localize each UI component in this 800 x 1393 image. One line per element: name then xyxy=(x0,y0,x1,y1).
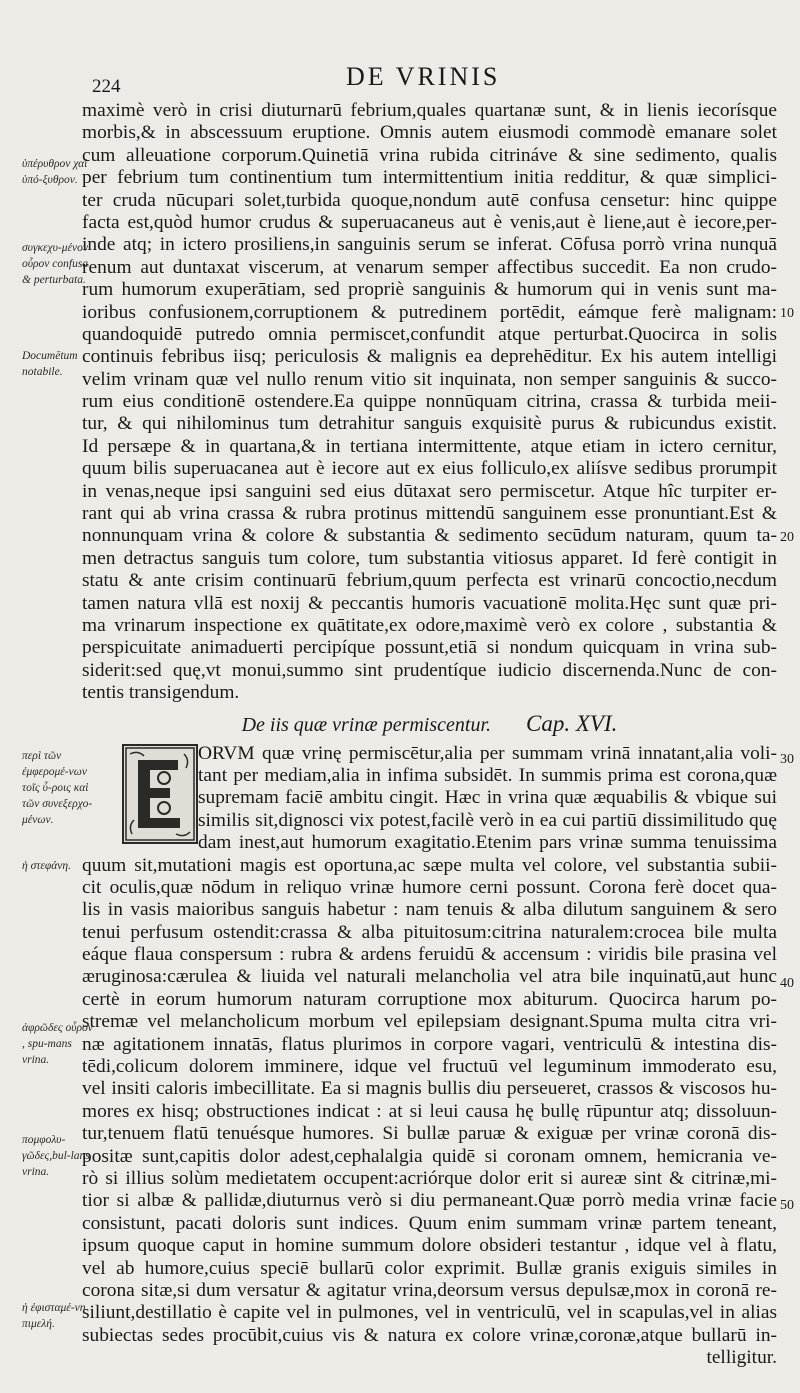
text-line: ORVM quæ vrinę permiscētur,alia per summam vrinā innatant,alia voli- xyxy=(198,742,777,764)
text-line: nonnunquam vrina & colore & substantia & sedimento secūdum naturam, quum ta- xyxy=(82,525,777,547)
text-line: renum aut duntaxat viscerum, at venarum semper affectibus succedit. Ea non crudo- xyxy=(82,256,777,278)
text-line: subiectas sedes procūbit,cuius vis & natura ex colore vrinæ,coronæ,atque bullarū in- xyxy=(82,1324,777,1346)
text-line: ter cruda nūcupari solet,turbida quoque,nondum autē confusa censetur: hinc quippe xyxy=(82,189,777,211)
text-line: maximè verò in crisi diuturnarū febrium,quales quartanæ sunt, & in lienis iecorísque xyxy=(82,100,777,121)
text-line: statu & ante crisim continuarū febrium,quum perfecta est vrinarū concoctio,necdum xyxy=(82,570,777,592)
text-line: tamen natura vllā est noxij & peccantis humoris vacuationē molita.Hęc sunt quæ pri- xyxy=(82,592,777,614)
text-line: quandoquidē putredo omnia permiscet,confundit atque perturbat.Quocirca in solis xyxy=(82,323,777,345)
text-line: continuis febribus iisq; periculosis & malignis ea deprehēditur. Ex his autem intelligi xyxy=(82,346,777,368)
text-line: Id persæpe & in quartana,& in tertiana intermittente, atque etiam in ictero cernitur, xyxy=(82,435,777,457)
text-line: ma vrinarum inspectione ex quātitate,ex odore,maximè verò ex colore , substantia & xyxy=(82,614,777,636)
marginal-gloss: Documētum notabile. xyxy=(22,350,78,378)
text-line: consistunt, pacati doloris sunt indices. Quum enim summam vrinæ partem teneant, xyxy=(82,1212,777,1234)
text-line: cum alleuatione corporum.Quinetiā vrina rubida citrináve & sine sedimento, qualis xyxy=(82,144,777,166)
text-line: facta est,quòd humor crudus & superuacaneus aut è venis,aut è liene,aut è iecore,per- xyxy=(82,211,777,233)
line-number: 10 xyxy=(780,306,794,321)
line-number: 50 xyxy=(780,1198,794,1213)
text-line: lis in vasis maioribus sanguis habetur : nam tenuis & alba dilutum sanguinem & sero xyxy=(82,899,777,921)
text-line: rum eius conditionē ostendere.Ea quippe nonnūquam citrina, crassa & turbida meii- xyxy=(82,391,777,413)
text-line: dam inest,aut humorum exagitatio.Etenim pars vrinæ summa tenuissima xyxy=(198,832,777,854)
text-line: vel insiti caloris imbecillitate. Ea si magnis bullis diu perseueret, crassos & viscosos hu- xyxy=(82,1078,777,1100)
text-line: cit oculis,quæ nōdum in reliquo vrinæ humore cerni possunt. Corona ferè docet qua- xyxy=(82,876,777,898)
line-number: 20 xyxy=(780,530,794,545)
text-line: tur,tenuem flatū tenuésque humores. Si bullæ paruæ & exiguæ per vrinæ coronā dis- xyxy=(82,1123,777,1145)
text-line: velim vrinam quæ vel nullo renum vitio sit inquinata, non semper sanguinis & succo- xyxy=(82,368,777,390)
text-line: tenui perfusum ostendit:crassa & alba pituitosum:citrina naturalem:crocea bile multa xyxy=(82,921,777,943)
text-line: supremam faciē ambitu cingit. Hæc in vrina quæ æquabilis & vbique sui xyxy=(198,787,777,809)
text-line: stremæ vel melancholicum morbum vel epilepsiam designant.Spuma multa citra vri- xyxy=(82,1011,777,1033)
text-line: telligitur. xyxy=(706,1347,777,1369)
line-number: 30 xyxy=(780,752,794,767)
line-number: 40 xyxy=(780,976,794,991)
text-line: morbis,& in abscessuum eruptione. Omnis autem eiusmodi commodè emanare solet xyxy=(82,122,777,144)
text-line: in venas,neque ipsi sanguini sed eius dūtaxat sero permiscetur. Atque hîc turpiter er- xyxy=(82,480,777,502)
text-line: ioribus confusionem,corruptionem & putredinem portēdit, eámque ferè malignam: xyxy=(82,301,777,323)
text-line: quum bilis superuacanea aut è iecore aut ex eius folliculo,ex aliísve sedibus prorumpit xyxy=(82,458,777,480)
page-number: 224 xyxy=(92,76,121,97)
text-line: perspicuitate animaduerti percipíque possunt,etiā si nondum quicquam in vrina sub- xyxy=(82,637,777,659)
text-line: æruginosa:cærulea & liuida vel naturali melancholia vel atra bile inquinatū,aut hunc xyxy=(82,966,777,988)
text-line: quum sit,mutationi magis est oportuna,ac sæpe multa vel colore, vel substantia subii- xyxy=(82,854,777,876)
text-line: positæ sunt,capitis dolor adest,cephalalgia quidē si coronam omnem, hemicrania ve- xyxy=(82,1145,777,1167)
marginal-gloss: πομφολυ-γῶδες,bul-lans vrina. xyxy=(22,1134,90,1178)
text-line: rant qui ab vrina crassa & rubra protinus mittendū sanguinem esse pronuntiant.Est & xyxy=(82,503,777,525)
text-line: inde atq; in ictero prosiliens,in sanguinis serum se inferat. Cōfusa porrò vrina nunquā xyxy=(82,234,777,256)
marginal-gloss: ἀφρῶδες οὖρον , spu-mans vrina. xyxy=(22,1022,93,1066)
chapter-number: Cap. XVI. xyxy=(526,710,618,736)
text-line: næ agitationem innatās, flatus plurimos in corpore vagari, ventriculū & intestina dis- xyxy=(82,1033,777,1055)
page-header xyxy=(0,62,800,102)
chapter-title: De iis quæ vrinæ permiscentur. xyxy=(241,713,492,736)
floral-ornament-icon xyxy=(124,746,196,842)
text-line: per febrium tum continentium tum intermittentium initia redditur, & quæ simplici- xyxy=(82,167,777,189)
text-line: men detractus sanguis tum colore, tum substantia vitiosus apparet. Id ferè contigit in xyxy=(82,547,777,569)
chapter-heading xyxy=(82,705,777,743)
marginal-gloss: ἡ ἐφισταμέ-νη πιμελή. xyxy=(22,1302,86,1330)
text-line: tior si albæ & pallidæ,diuturnus verò si diu permaneant.Quæ porrò media vrinæ facie xyxy=(82,1190,777,1212)
text-line: tur, & qui nihilominus tum detrahitur sanguis exquisitè purus & rubicundus existit. xyxy=(82,413,777,435)
marginal-gloss: ἡ στεφάνη. xyxy=(22,860,71,872)
text-line: siderit:sed quę,vt monui,summo sint prudentíque iudicio discernenda.Nunc de con- xyxy=(82,659,777,681)
text-line: tēdi,colicum dolorem imminere, idque vel fructuū vel leguminum immoderato esu, xyxy=(82,1056,777,1078)
text-line: eáque flaua conspersum : rubra & ardens feruidū & accensum : viridis bile prasina vel xyxy=(82,944,777,966)
main-text xyxy=(82,100,777,1369)
marginal-gloss: ὑπέρυθρον χαὶ ὑπό-ξυθρον. xyxy=(22,158,88,186)
text-line: similis sit,dignosci vix potest,facilè verò in ea cui partiū dissimilitudo quę xyxy=(198,809,777,831)
text-line: tant per mediam,alia in infima subsidēt. In summis prima est corona,quæ xyxy=(198,764,777,786)
text-line: tentis transigendum. xyxy=(82,682,240,704)
text-line: mores ex hisq; obstructiones indicat : at si leui causa hę bullę rūpuntur atq; dissoluun- xyxy=(82,1100,777,1122)
text-line: certè in eorum humorum naturam corruptione mox abiturum. Quocirca harum po- xyxy=(82,988,777,1010)
text-line: ipsum quoque caput in homine summum dolore obsideri testantur , idque vel à flatu, xyxy=(82,1235,777,1257)
text-line: corona sitæ,si dum versatur & agitatur vrina,deorsum versus depulsæ,mox in coronā re- xyxy=(82,1279,777,1301)
text-line: vel ab humore,cuius speciē bullarū color exprimit. Bullæ granis exiguis similes in xyxy=(82,1257,777,1279)
text-line: rò si illius solùm medietatem occupent:acriórque dolor erit si aureæ sint & citrinæ,mi- xyxy=(82,1167,777,1189)
text-line: rum humorum exuperātiam, sed propriè sanguinis & humorum qui in venis sunt ma- xyxy=(82,279,777,301)
running-title: DE VRINIS xyxy=(346,62,501,91)
text-line: siliunt,destillatio è capite vel in pulmones, vel in ventriculū, vel in scapulas,vel in alias xyxy=(82,1302,777,1324)
marginal-gloss: περὶ τῶν ἐμφερομέ-νων τοῖς ὖ-ροις καὶ τῶν συνεξερχο-μένων. xyxy=(22,750,93,826)
marginal-gloss: συγκεχυ-μένον οὖρον confusa & perturbata. xyxy=(22,242,89,286)
decorated-initial xyxy=(122,744,198,844)
